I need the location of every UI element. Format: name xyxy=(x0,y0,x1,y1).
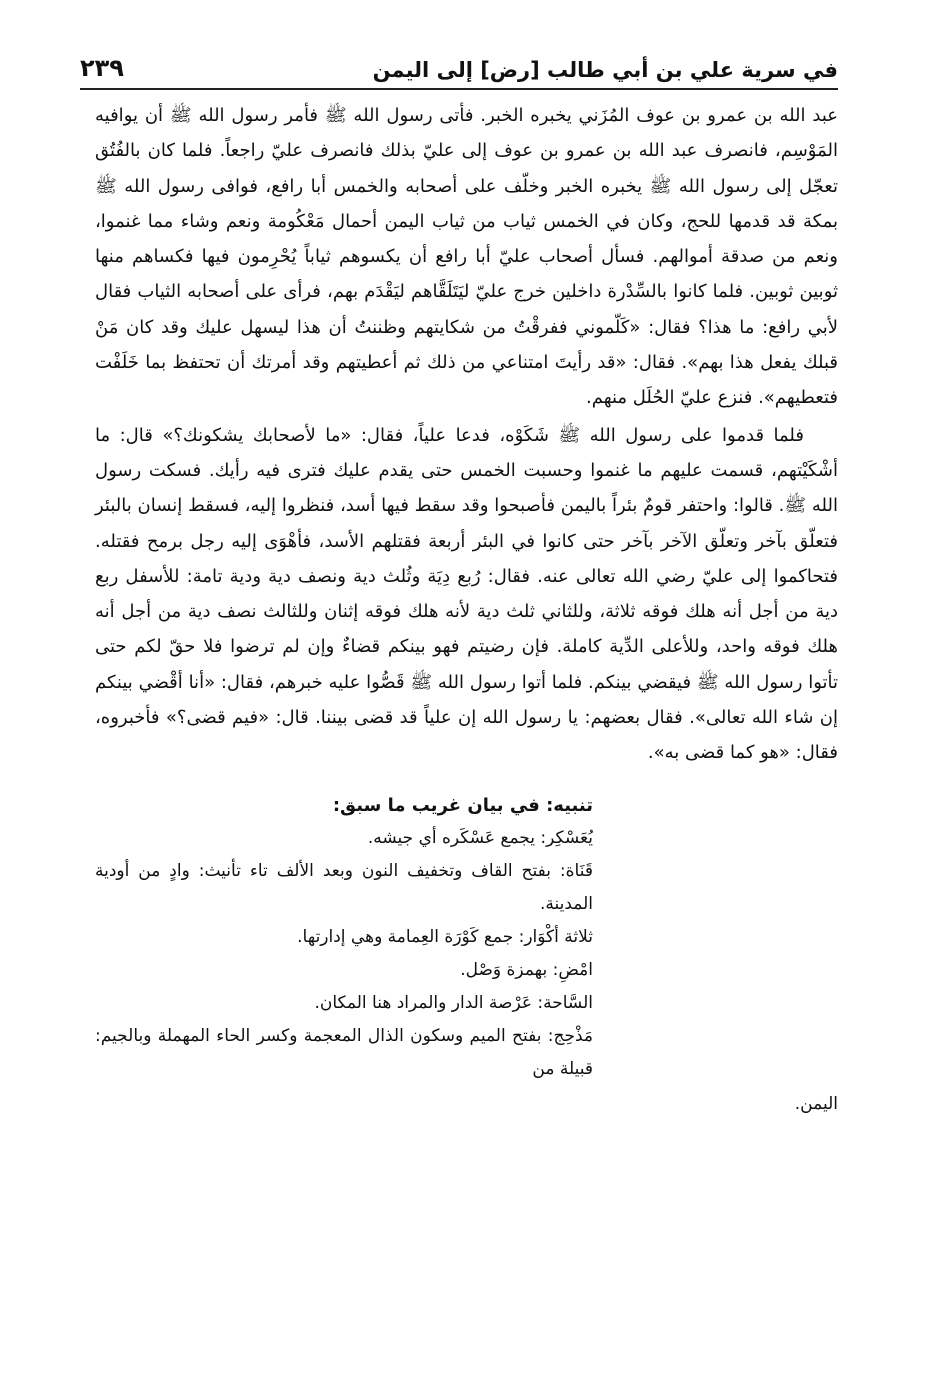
note-item: ثلاثة أكْوَار: جمع كَوْرَة العِمامة وهي إدارتها. xyxy=(297,926,593,947)
notes-heading: تنبيه: في بيان غريب ما سبق: xyxy=(332,794,593,816)
note-item: قَنَاة: بفتح القاف وتخفيف النون وبعد الألف تاء تأنيث: وادٍ من أودية المدينة. xyxy=(95,860,593,914)
page-body xyxy=(95,98,838,1122)
note-item-last: مَذْحِج: بفتح الميم وسكون الذال المعجمة وكسر الحاء المهملة وبالجيم: قبيلة من xyxy=(95,1025,593,1079)
body-paragraph-2: فلما قدموا على رسول الله ﷺ شَكَوْه، فدعا علياً، فقال: «ما لأصحابك يشكونك؟» قال: ما أشْكَيْتهم، قسمت عليهم ما غنموا وحسبت الخمس حتى يقدم عليك فترى فيه رأيك. فسكت رسول الله ﷺ. قالوا: واحتفر قومٌ بئراً باليمن فأصبحوا وقد سقط فيها أسد، فنظروا إليه، فسقط إنسان بالبئر فتعلّق بآخر وتعلّق الآخر بآخر حتى كانوا في البئر أربعة فقتلهم الأسد، فأهْوَى إليه رجل برمح فقتله. فتحاكموا إلى عليّ رضي الله تعالى عنه. فقال: رُبع دِيَة وثُلث دية ونصف دية ودية تامة: للأسفل ربع دية من أجل أنه هلك فوقه ثلاثة، وللثاني ثلث دية لأنه هلك فوقه إثنان وللثالث نصف دية من أجل أنه هلك فوقه واحد، وللأعلى الدِّية كاملة. فإن رضيتم فهو بينكم قضاءٌ وإن لم ترضوا فلا حقّ لكم حتى تأتوا رسول الله ﷺ فيقضي بينكم. فلما أتوا رسول الله ﷺ قَصُّوا عليه خبرهم، فقال: «أنا أقْضي بينكم إن شاء الله تعالى». فقال بعضهم: يا رسول الله إن علياً قد قضى بيننا. قال: «فيم قضى؟» فأخبروه، فقال: «هو كما قضى به». xyxy=(95,424,838,764)
page-header xyxy=(80,40,838,90)
note-item: امْضِ: بهمزة وَصْل. xyxy=(460,959,593,980)
running-title: في سرية علي بن أبي طالب [رض] إلى اليمن xyxy=(372,58,838,82)
body-paragraph-1: عبد الله بن عمرو بن عوف المُزَني يخبره الخبر. فأتى رسول الله ﷺ فأمر رسول الله ﷺ أن يوافيه المَوْسِم، فانصرف عبد الله بن عمرو بن عوف إلى عليّ بذلك فانصرف عليّ راجعاً. فلما كان بالفُتُق تعجّل إلى رسول الله ﷺ يخبره الخبر وخلّف على أصحابه والخمس أبا رافع، فوافى رسول الله ﷺ بمكة قد قدمها للحج، وكان في الخمس ثياب من ثياب اليمن أحمال مَعْكُومة ونعم وشاء مما غنموا، ونعم من صدقة أموالهم. فسأل أصحاب عليّ أبا رافع أن يكسوهم ثياباً يُحْرِمون فيها فكساهم منها ثوبين ثوبين. فلما كانوا بالسِّدْرة داخلين خرج عليّ ليَتَلَقَّاهم ليَقْدَم بهم، فرأى على أصحابه الثياب فقال لأبي رافع: ما هذا؟ فقال: «كَلّموني ففرقْتُ من شكايتهم وظننتُ أن هذا ليسهل عليك وقد كان مَنْ قبلك يفعل هذا بهم». فقال: «قد رأيتَ امتناعي من ذلك ثم أعطيتهم وقد أمرتك أن تحتفظ بما خَلَفْت فتعطيهم». فنزع عليّ الحُلَل منهم. xyxy=(95,105,838,409)
glossary-notes xyxy=(95,789,838,1122)
note-item: يُعَسْكِر: يجمع عَسْكَره أي جيشه. xyxy=(367,827,593,848)
page-number: ٢٣٩ xyxy=(80,54,124,82)
note-item-last-tail: اليمن. xyxy=(794,1093,838,1114)
note-item: السَّاحة: عَرْصة الدار والمراد هنا المكان. xyxy=(314,992,593,1013)
